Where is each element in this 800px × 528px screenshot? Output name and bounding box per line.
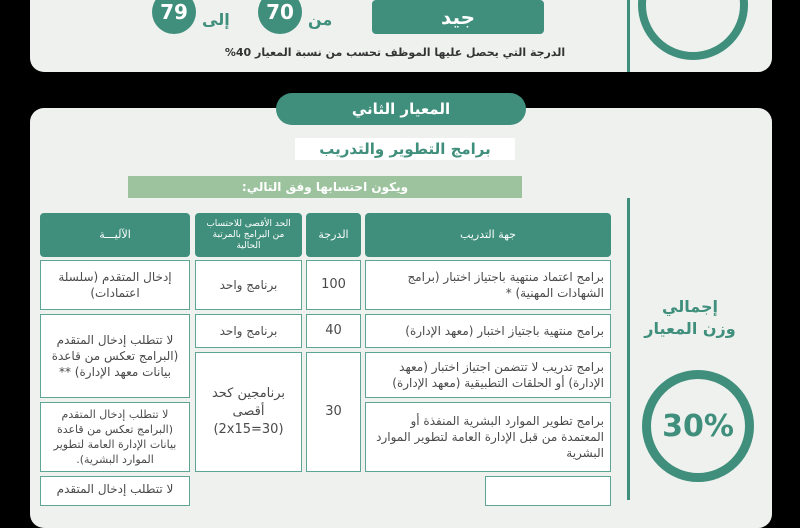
- grade-badge: [372, 0, 544, 34]
- row1-score: 100: [306, 260, 361, 310]
- to-value: 79: [160, 0, 188, 24]
- header-entity: جهة التدريب: [365, 213, 611, 257]
- header-score: الدرجة: [306, 213, 361, 257]
- criterion-title: [276, 93, 526, 125]
- header-max: الحد الأقصى للاحتساب من البرامج بالمرتبة الحالية: [195, 213, 302, 257]
- from-value: 70: [266, 0, 294, 24]
- row1-max: برنامج واحد: [195, 260, 302, 310]
- row4-entity: برامج تطوير الموارد البشرية المنفذة أو المعتمدة من قبل الإدارة العامة لتطوير الموارد البشرية: [365, 402, 611, 472]
- header-mechanism: الآليـــة: [40, 213, 190, 257]
- criterion-title-text: المعيار الثاني: [351, 100, 451, 118]
- row4-mechanism: لا تتطلب إدخال المتقدم (البرامج تعكس من قاعدة بيانات الإدارة العامة لتطوير الموارد البشرية).: [40, 402, 190, 472]
- row2-entity: برامج منتهية باجتياز اختبار (معهد الإدارة): [365, 314, 611, 348]
- row2-mechanism: لا تتطلب إدخال المتقدم (البرامج تعكس من قاعدة بيانات معهد الإدارة) **: [40, 314, 190, 398]
- from-value-circle: [258, 0, 302, 34]
- row1-mechanism: إدخال المتقدم (سلسلة اعتمادات): [40, 260, 190, 310]
- side-divider-top: [627, 0, 630, 72]
- row1-entity: برامج اعتماد منتهية باجتياز اختبار (برامج الشهادات المهنية) *: [365, 260, 611, 310]
- weight-ring: [642, 370, 754, 482]
- calc-note-bar: [128, 176, 522, 198]
- grade-badge-text: جيد: [440, 5, 476, 29]
- from-label: من: [308, 10, 333, 29]
- side-label-line1: إجمالي: [662, 297, 718, 316]
- side-divider: [627, 198, 630, 500]
- row3-score: 30: [306, 352, 361, 472]
- criterion-subtitle-text: برامج التطوير والتدريب: [319, 140, 491, 158]
- criterion-subtitle: [295, 138, 515, 160]
- score-note: الدرجة التي يحصل عليها الموظف تحسب من نسبة المعيار 40%: [224, 46, 566, 59]
- row3-max: برنامجين كحد أقصى (2x15=30): [195, 352, 302, 472]
- calc-note-text: ويكون احتسابها وفق التالي:: [241, 180, 409, 194]
- to-value-circle: [152, 0, 196, 34]
- side-label-line2: وزن المعيار: [644, 319, 736, 338]
- row2-max: برنامج واحد: [195, 314, 302, 348]
- row5-mechanism: لا تتطلب إدخال المتقدم: [40, 476, 190, 506]
- row3-entity: برامج تدريب لا تتضمن اجتياز اختبار (معهد الإدارة) أو الحلقات التطبيقية (معهد الإدارة): [365, 352, 611, 398]
- side-ring-top: [638, 0, 748, 60]
- side-label: [640, 296, 740, 340]
- row5-entity: [485, 476, 611, 506]
- grade-card: [30, 0, 772, 72]
- to-label: إلى: [202, 10, 230, 29]
- row2-score: 40: [306, 314, 361, 348]
- weight-percent: 30%: [662, 408, 734, 444]
